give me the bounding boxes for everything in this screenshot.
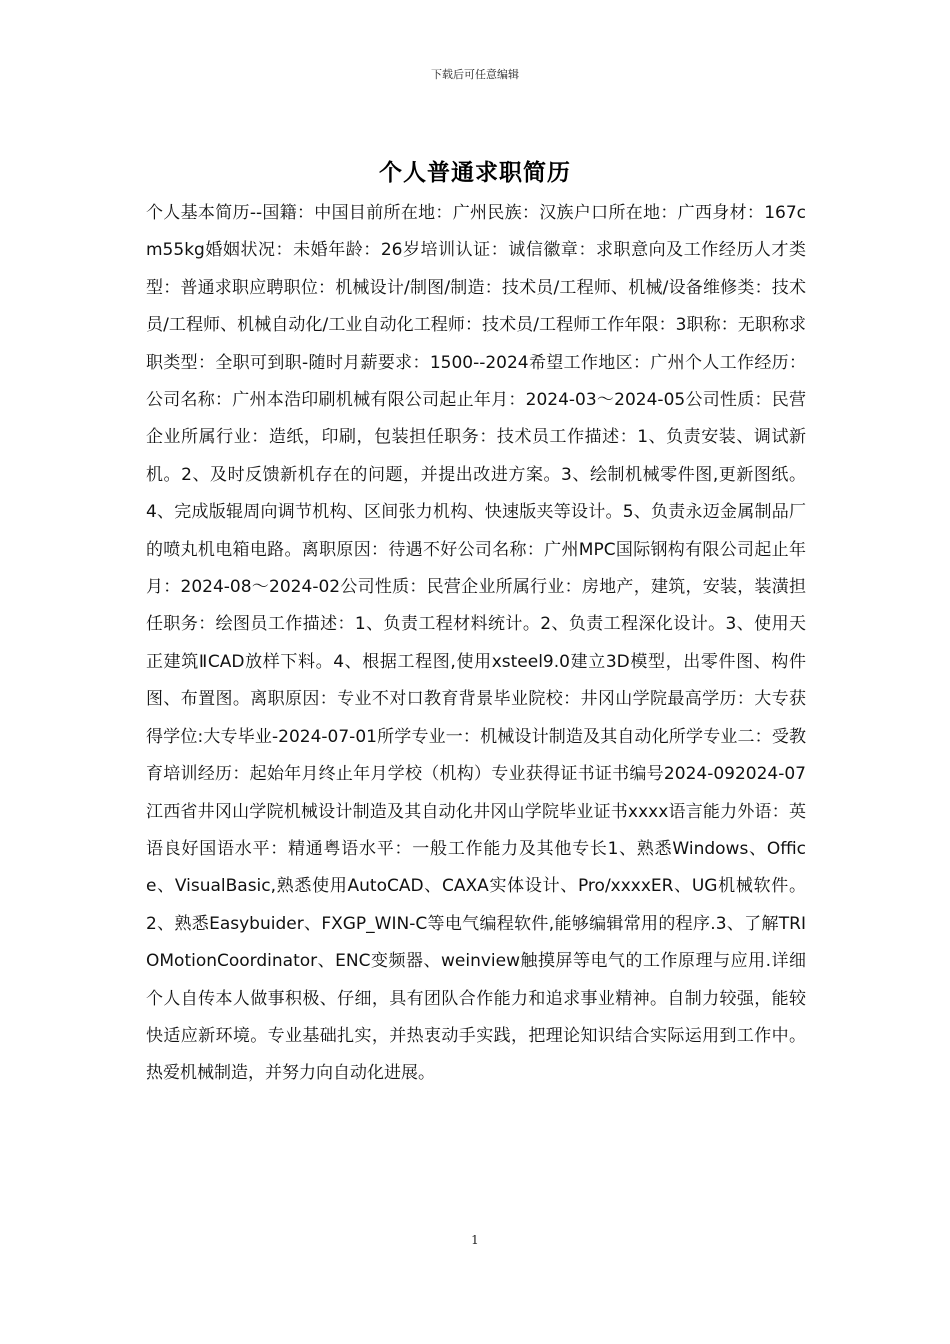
page-number: 1 bbox=[471, 1233, 479, 1247]
resume-body-text: 个人基本简历--国籍：中国目前所在地：广州民族：汉族户口所在地：广西身材：167cm55kg婚姻状况：未婚年龄：26岁培训认证：诚信徽章：求职意向及工作经历人才类型：普通求职应聘职位：机械设计/制图/制造：技术员/工程师、机械/设备维修类：技术员/工程师、机械自动化/工业自动化工程师：技术员/工程师工作年限：3职称：无职称求职类型：全职可到职-随时月薪要求：1500--2024希望工作地区：广州个人工作经历：公司名称：广州本浩印刷机械有限公司起止年月：2024-03～2024-05公司性质：民营企业所属行业：造纸，印刷，包装担任职务：技术员工作描述：1、负责安装、调试新机。2、及时反馈新机存在的问题，并提出改进方案。3、绘制机械零件图,更新图纸。4、完成版辊周向调节机构、区间张力机构、快速版夹等设计。5、负责永迈金属制品厂的喷丸机电箱电路。离职原因：待遇不好公司名称：广州MPC国际钢构有限公司起止年月：2024-08～2024-02公司性质：民营企业所属行业：房地产，建筑，安装，装潢担任职务：绘图员工作描述：1、负责工程材料统计。2、负责工程深化设计。3、使用天正建筑ⅡCAD放样下料。4、根据工程图,使用xsteel9.0建立3D模型，出零件图、构件图、布置图。离职原因：专业不对口教育背景毕业院校：井冈山学院最高学历：大专获得学位:大专毕业-2024-07-01所学专业一：机械设计制造及其自动化所学专业二：受教育培训经历：起始年月终止年月学校（机构）专业获得证书证书编号2024-092024-07江西省井冈山学院机械设计制造及其自动化井冈山学院毕业证书xxxx语言能力外语：英语良好国语水平：精通粤语水平：一般工作能力及其他专长1、熟悉Windows、Office、VisualBasic,熟悉使用AutoCAD、CAXA实体设计、Pro/xxxxER、UG机械软件。2、熟悉Easybuider、FXGP_WIN-C等电气编程软件,能够编辑常用的程序.3、了解TRIOMotionCoordinator、ENC变频器、weinview触摸屏等电气的工作原理与应用.详细个人自传本人做事积极、仔细，具有团队合作能力和追求事业精神。自制力较强，能较快适应新环境。专业基础扎实，并热衷动手实践，把理论知识结合实际运用到工作中。热爱机械制造，并努力向自动化进展。 bbox=[146, 203, 806, 1084]
page-title: 个人普通求职简历 bbox=[379, 160, 571, 186]
header-note: 下载后可任意编辑 bbox=[431, 68, 519, 81]
